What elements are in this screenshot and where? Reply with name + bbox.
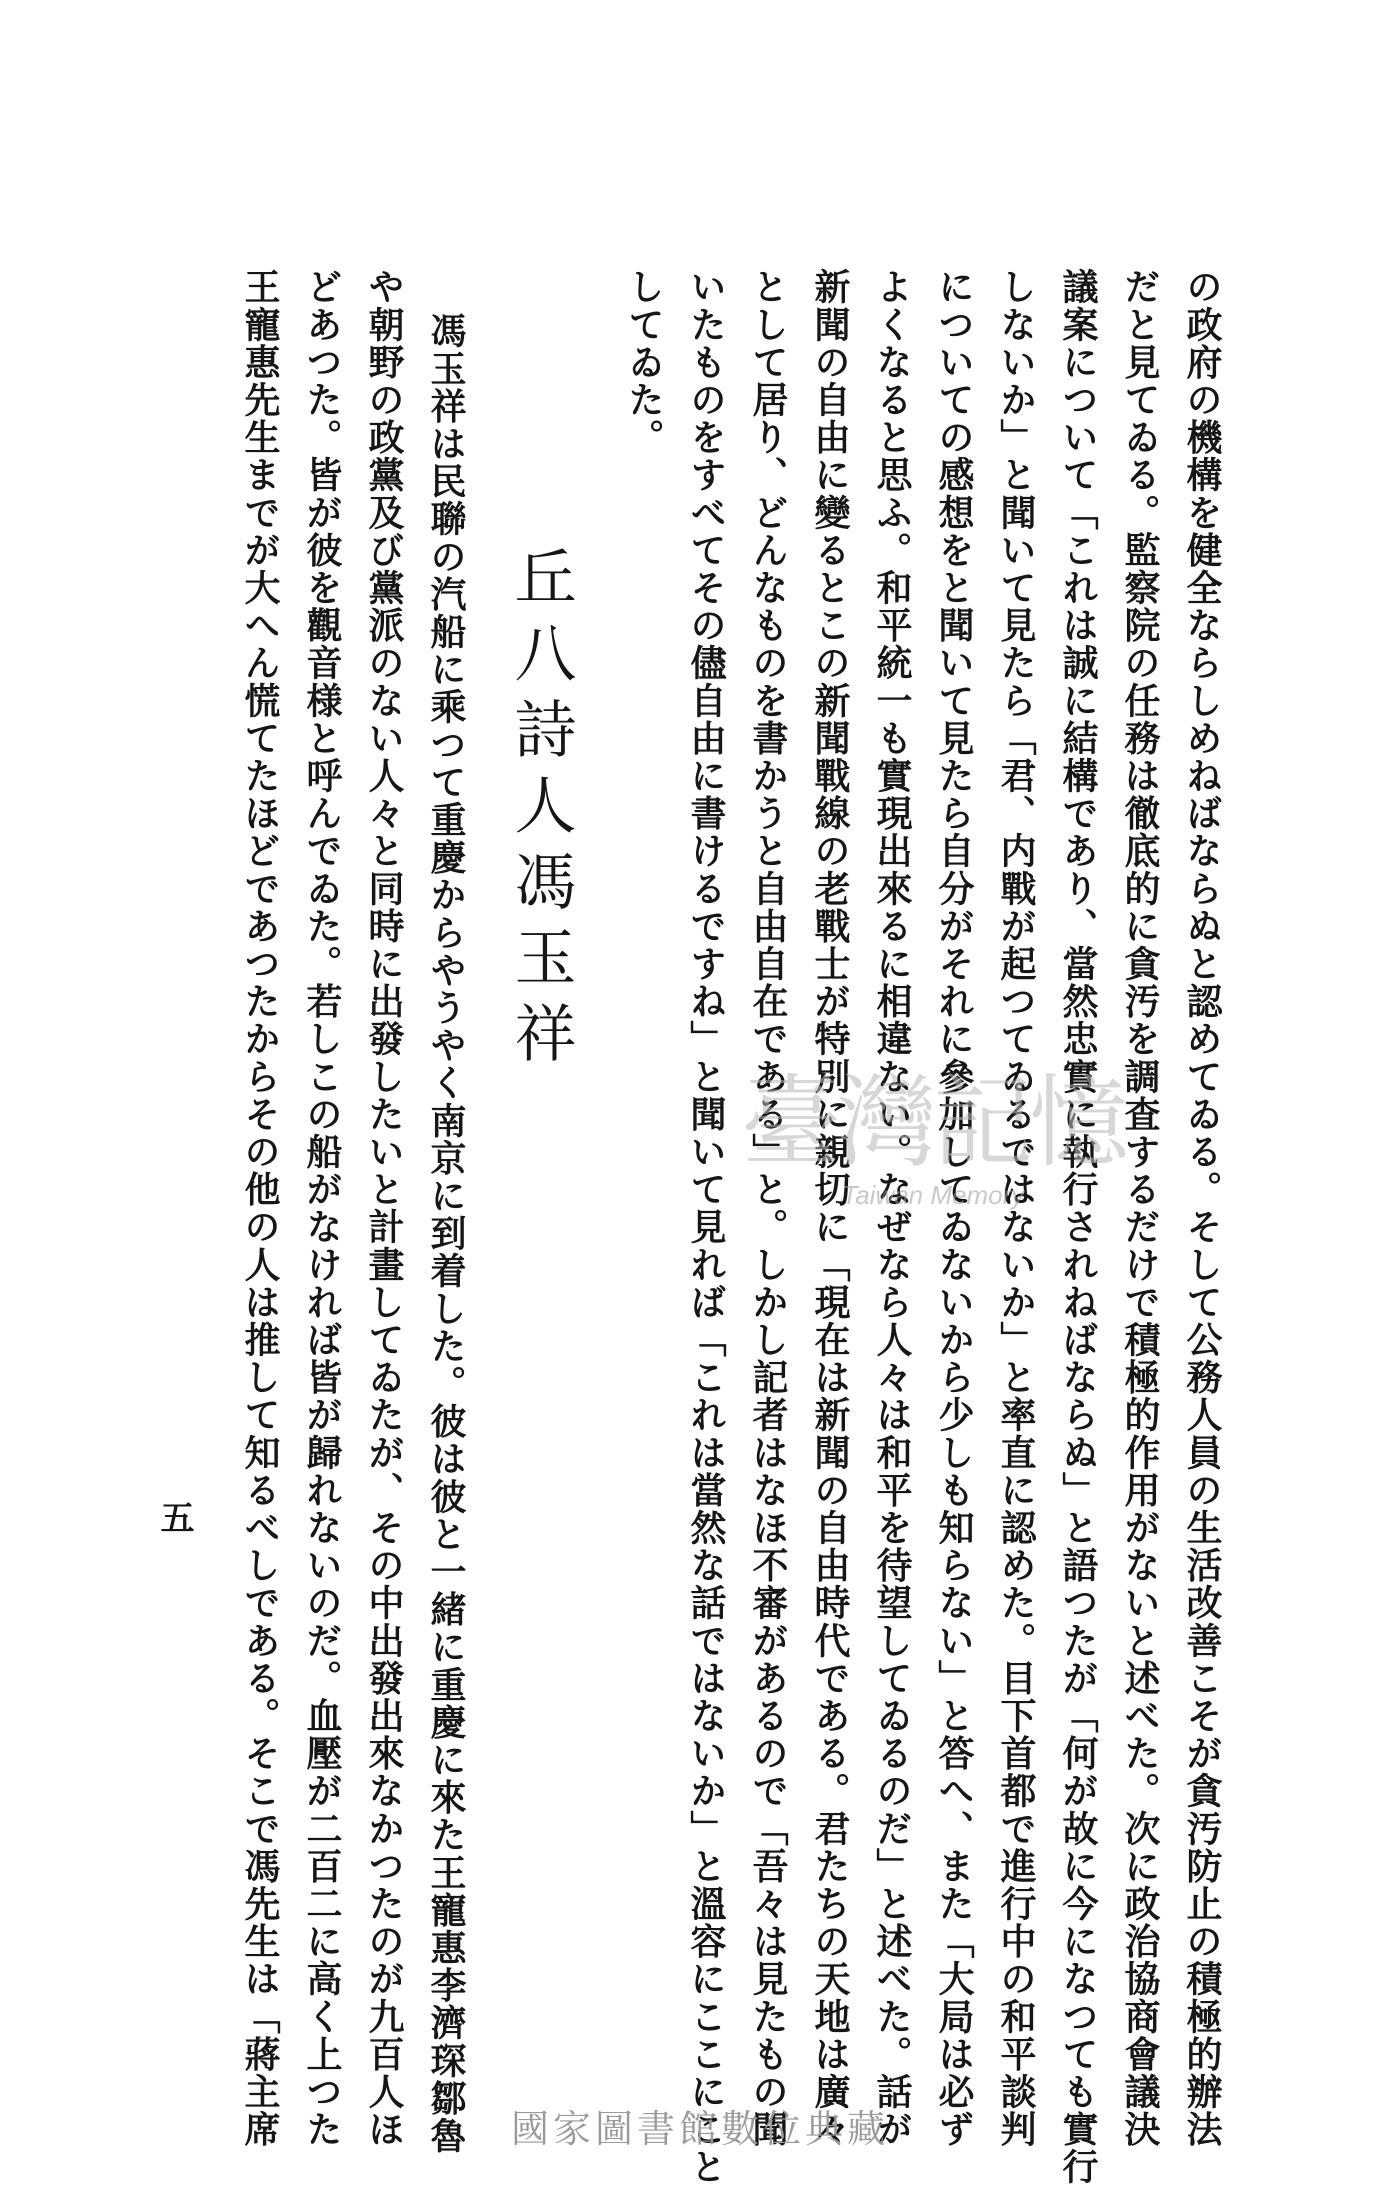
text-column: 新聞の自由に變るとこの新聞戰線の老戰士が特別に親切に「現在は新聞の自由時代である。君たちの天地は廣々 — [809, 268, 851, 2148]
text-column: いたものをすべてその儘自由に書けるですね」と聞いて見れば「これは當然な話ではないか」と溫容にここにこと — [685, 268, 727, 2186]
text-column: や朝野の政黨及び黨派のない人々と同時に出發したいと計畫してゐたが、その中出發出來なかつたのが九百人ほ — [363, 268, 405, 2148]
text-column: よくなると思ふ。和平統一も實現出來るに相違ない。なぜなら人々は和平を待望してゐるのだ」と述べた。話が — [871, 268, 913, 2148]
text-column: しないか」と聞いて見たら「君、内戰が起つてゐるではないか」と率直に認めた。目下首都で進行中の和平談判 — [995, 268, 1037, 2148]
text-column: の政府の機構を健全ならしめねばならぬと認めてゐる。そして公務人員の生活改善こそが貪汚防止の積極的辦法 — [1181, 268, 1223, 2148]
text-column: として居り、どんなものを書かうと自由自在である」と。しかし記者はなほ不審があるので「吾々は見たもの聞 — [747, 268, 789, 2148]
footer-credit: 國家圖書館數位典藏 — [510, 2107, 889, 2151]
watermark-main-text: 臺灣記憶 — [741, 1064, 1125, 1181]
text-column: 馮玉祥は民聯の汽船に乘つて重慶からやうやく南京に到着した。彼は彼と一緒に重慶に來た王寵惠李濟琛鄒魯 — [425, 312, 467, 2155]
section-title: 丘八詩人馮玉祥 — [504, 545, 577, 1077]
text-column: だと見てゐる。監察院の任務は徹底的に貪汚を調査するだけで積極的作用がないと述べた。次に政治協商會議決 — [1119, 268, 1161, 2148]
text-column: についての感想をと聞いて見たら自分がそれに參加してゐないから少しも知らない」と答へ、また「大局は必ず — [933, 268, 975, 2148]
text-column: どあつた。皆が彼を觀音様と呼んでゐた。若しこの船がなければ皆が歸れないのだ。血壓が二百二に高く上つた — [301, 268, 343, 2148]
watermark-sub-text: Taiwan Memory — [841, 1180, 1025, 1210]
text-column: してゐた。 — [623, 268, 665, 456]
page-number: 五 — [154, 1500, 194, 1534]
text-column: 王寵惠先生までが大へん慌てたほどであつたからその他の人は推して知るべしである。そこで馮先生は「蔣主席 — [239, 268, 281, 2148]
text-column: 議案について「これは誠に結構であり、當然忠實に執行されねばならぬ」と語つたが「何が故に今になつても實行 — [1057, 268, 1099, 2186]
